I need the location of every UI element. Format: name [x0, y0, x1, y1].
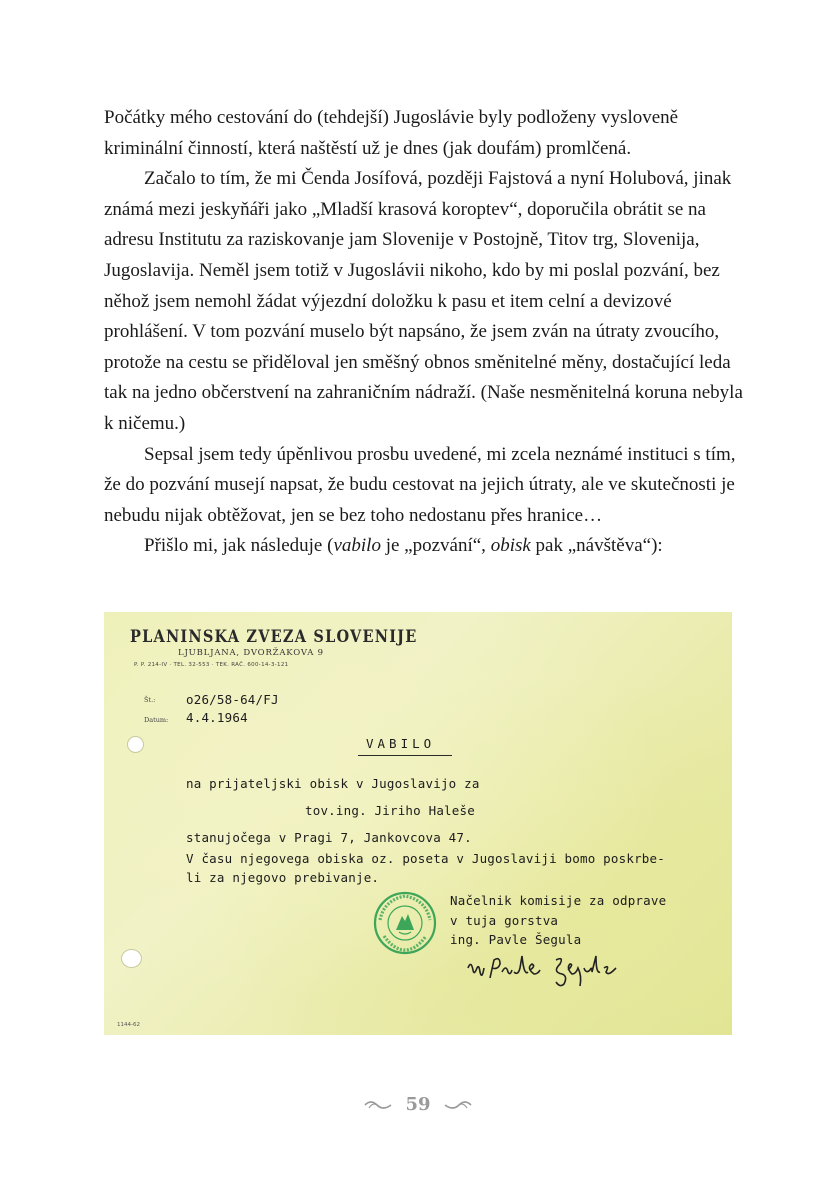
signatory-name: ing. Pavle Šegula — [450, 932, 582, 947]
scanned-invitation-letter — [104, 612, 732, 1035]
paragraph-3: Sepsal jsem tedy úpěnlivou prosbu uvedené, mi zcela neznámé instituci s tím, že do pozvání musejí napsat, že budu cestovat na jejich útraty, ale ve skutečnosti je nebudu nijak obtěžovat, jen se bez toho nedostanu přes hranice… — [104, 443, 736, 526]
printer-code: 1144-62 — [117, 1022, 140, 1028]
signatory-title-1: Načelnik komisije za odprave — [450, 893, 667, 908]
paragraph-1: Počátky mého cestování do (tehdejší) Jugoslávie byly podloženy vysloveně kriminální činností, která naštěstí už je dnes (jak doufám) promlčená. — [104, 107, 679, 159]
term-obisk: obisk — [490, 535, 531, 557]
paragraph-4-part-a: Přišlo mi, jak následuje ( — [144, 535, 334, 557]
letter-line-1: na prijateljski obisk v Jugoslavijo za — [186, 776, 480, 791]
page-footer — [0, 1094, 836, 1115]
paragraph-4-part-b: je „pozvání“, — [380, 535, 491, 557]
left-ornament-icon — [363, 1099, 393, 1111]
letter-line-5: li za njegovo prebivanje. — [186, 870, 380, 885]
reference-number: o26/58-64/FJ — [186, 692, 279, 707]
letterhead-phones: P. P. 214-IV · TEL. 32-553 · TEK. RAČ. 600-14-3-121 — [134, 662, 289, 668]
letter-line-4: V času njegovega obiska oz. poseta v Jugoslaviji bomo poskrbe- — [186, 851, 665, 866]
letter-line-2: tov.ing. Jiriho Haleše — [305, 803, 475, 818]
paragraph-4-part-c: pak „návštěva“): — [530, 535, 663, 557]
right-ornament-icon — [443, 1099, 473, 1111]
letter-title: VABILO — [366, 736, 436, 751]
letter-date: 4.4.1964 — [186, 710, 248, 725]
letterhead-address: LJUBLJANA, DVORŽAKOVA 9 — [178, 648, 324, 658]
signatory-title-2: v tuja gorstva — [450, 913, 559, 928]
letter-line-3: stanujočega v Pragi 7, Jankovcova 47. — [186, 830, 472, 845]
letterhead-organization: PLANINSKA ZVEZA SLOVENIJE — [130, 627, 418, 647]
handwritten-signature — [464, 946, 639, 991]
round-stamp-icon — [372, 890, 438, 956]
punch-hole — [122, 950, 141, 967]
label-date: Datum: — [144, 716, 169, 724]
punch-hole — [128, 737, 143, 752]
body-text — [104, 103, 744, 562]
title-underline — [358, 755, 452, 756]
term-vabilo: vabilo — [333, 535, 381, 557]
paragraph-4 — [104, 531, 744, 562]
page-number: 59 — [405, 1094, 431, 1115]
paragraph-2: Začalo to tím, že mi Čenda Josífová, později Fajstová a nyní Holubová, jinak známá mezi jeskyňáři jako „Mladší krasová koroptev“, doporučila obrátit se na adresu Institutu za raziskovanje jam Slovenije v Postojně, Titov trg, Slovenija, Jugoslavija. Neměl jsem totiž v Jugoslávii nikoho, kdo by mi poslal pozvání, bez něhož jsem nemohl žádat výjezdní doložku k pasu et item celní a devizové prohlášení. V tom pozvání muselo být napsáno, že jsem zván na útraty zvoucího, protože na cestu se přiděloval jen směšný obnos směnitelné měny, dostačující leda tak na jedno občerstvení na zahraničním nádraží. (Naše nesměnitelná koruna nebyla k ničemu.) — [104, 168, 743, 434]
label-reference: Št.: — [144, 696, 156, 704]
